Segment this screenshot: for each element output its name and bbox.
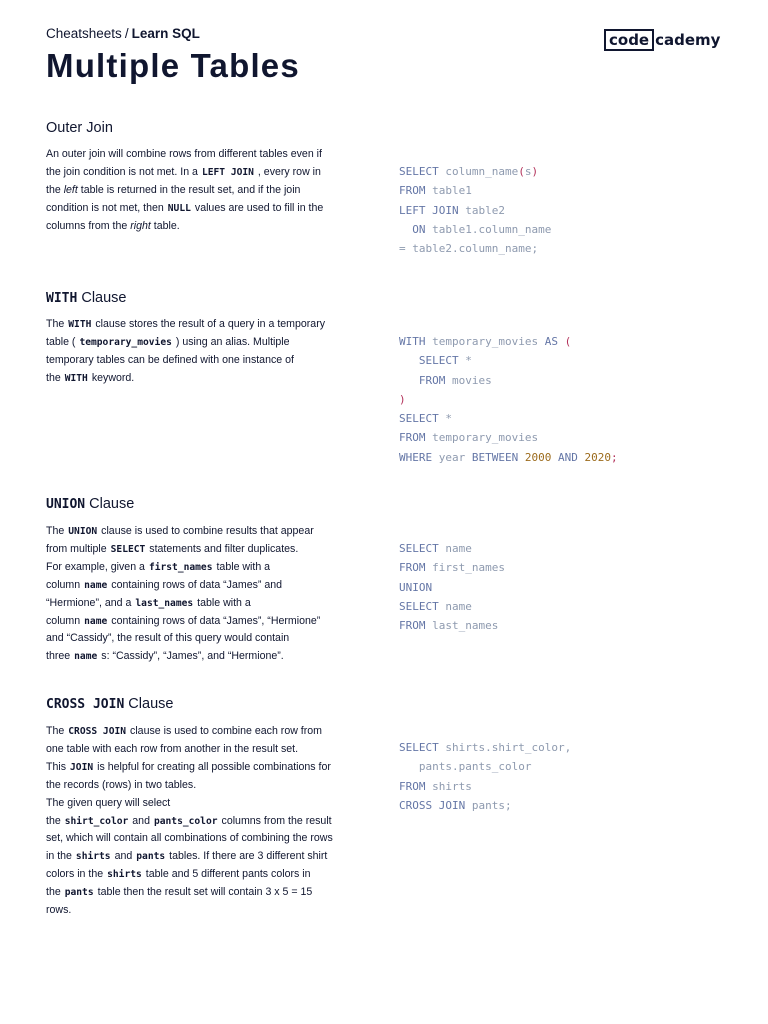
union-clause-title: UNION Clause bbox=[46, 496, 135, 512]
left-join-code: LEFT JOIN bbox=[201, 166, 254, 178]
breadcrumb-current-link[interactable]: Learn SQL bbox=[131, 26, 200, 41]
union-clause-code-block: SELECT name FROM first_names UNION SELECT name FROM last_names bbox=[399, 542, 505, 633]
outer-join-title: Outer Join bbox=[46, 120, 113, 136]
cross-join-paragraph-2: The given query will select the shirt_color and pants_color columns from the result set, which will contain all combinations of combining the rows in the shirts and pants tables. If there are 3 different shirt colors in the shirts table and 5 different pants colors in the pants table then the result set will contain 3 x 5 = 15 rows. bbox=[46, 796, 333, 917]
outer-join-code-block: SELECT column_name(s) FROM table1 LEFT JOIN table2 ON table1.column_name = table2.column_name; bbox=[399, 165, 552, 256]
with-clause-paragraph: The WITH clause stores the result of a query in a temporary table ( temporary_movies ) using an alias. Multiple temporary tables can be defined with one instance of the WITH keyword. bbox=[46, 318, 326, 384]
union-clause-section bbox=[46, 496, 726, 663]
cross-join-code-block: SELECT shirts.shirt_color, pants.pants_color FROM shirts CROSS JOIN pants; bbox=[399, 741, 572, 812]
with-clause-title: WITH Clause bbox=[46, 290, 127, 306]
union-clause-paragraph-2: For example, given a first_names table with a column name containing rows of data “James” and “Hermione”, and a last_names table with a column name containing rows of data “James”, “Hermione” and “Cassidy”, the result of this query would contain three name s: “Cassidy”, “James”, and “Hermione”. bbox=[46, 560, 321, 663]
with-clause-code-block: WITH temporary_movies AS ( SELECT * FROM movies ) SELECT * FROM temporary_movies WHERE year BETWEEN 2000 AND 2020; bbox=[399, 335, 618, 464]
union-clause-paragraph-1: The UNION clause is used to combine results that appear from multiple SELECT statements and filter duplicates. bbox=[46, 525, 314, 555]
breadcrumb bbox=[46, 26, 200, 41]
outer-join-description bbox=[46, 146, 336, 236]
cross-join-clause-description bbox=[46, 723, 336, 920]
null-code: NULL bbox=[167, 202, 191, 214]
logo-boxed-text: code bbox=[604, 29, 654, 51]
union-clause-description bbox=[46, 523, 336, 666]
cross-join-clause-section bbox=[46, 696, 726, 917]
cross-join-clause-title: CROSS JOIN Clause bbox=[46, 696, 174, 712]
page-title: Multiple Tables bbox=[46, 47, 300, 84]
codecademy-logo[interactable] bbox=[604, 29, 720, 51]
breadcrumb-separator: / bbox=[124, 26, 129, 41]
cross-join-paragraph-1: The CROSS JOIN clause is used to combine each row from one table with each row from another in the result set. This JOIN is helpful for creating all possible combinations for the records (rows) in two tables. bbox=[46, 725, 331, 791]
with-clause-section bbox=[46, 290, 726, 464]
outer-join-paragraph: An outer join will combine rows from different tables even if the join condition is not met. In a LEFT JOIN , every row in the left table is returned in the result set, and if the join condition is not met, then NULL values are used to fill in the columns from the right table. bbox=[46, 148, 324, 232]
logo-rest-text: cademy bbox=[655, 31, 721, 49]
breadcrumb-parent-link[interactable]: Cheatsheets bbox=[46, 26, 122, 41]
with-clause-description bbox=[46, 316, 336, 388]
outer-join-section bbox=[46, 120, 726, 256]
